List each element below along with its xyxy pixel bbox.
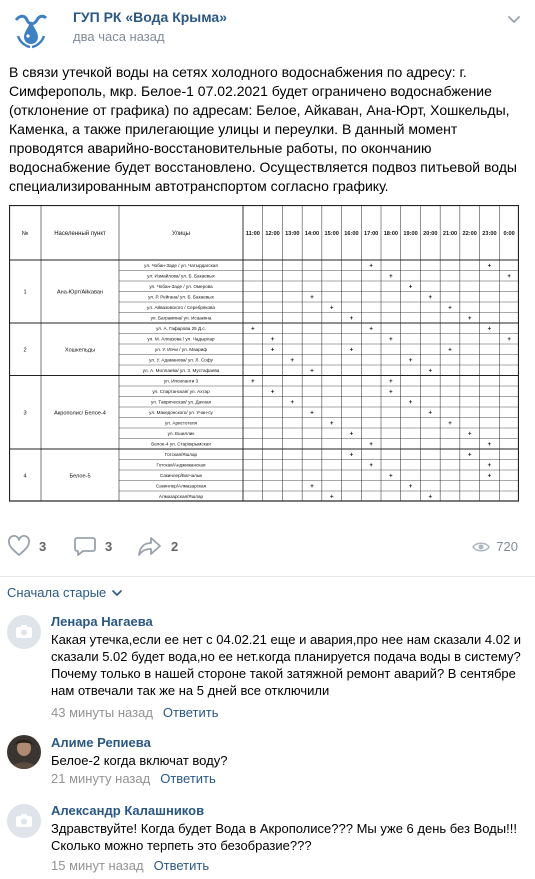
table-schedule-mark: + xyxy=(329,305,334,312)
comment-meta xyxy=(51,858,209,873)
table-street-cell: ул. Таврическая/ ул. Дачная xyxy=(150,399,212,405)
sort-label: Сначала старые xyxy=(7,585,107,600)
table-schedule-mark: + xyxy=(389,473,393,480)
table-header-hour: 0:00 xyxy=(503,231,515,237)
schedule-table xyxy=(9,205,519,502)
reply-button[interactable]: Ответить xyxy=(153,858,210,873)
share-icon xyxy=(137,535,163,557)
table-schedule-mark: + xyxy=(349,315,354,322)
table-schedule-mark: + xyxy=(310,410,314,417)
comment-author[interactable]: Ленара Нагаева xyxy=(51,614,153,629)
table-street-cell: Готская/Яшлар xyxy=(164,452,198,458)
table-schedule-mark: + xyxy=(270,336,275,343)
table-schedule-mark: + xyxy=(349,452,354,459)
table-street-cell: ул. Чобан-Заде / ул. Омерова xyxy=(149,284,213,290)
avatar[interactable] xyxy=(7,735,41,769)
table-schedule-mark: + xyxy=(487,441,492,448)
table-header-hour: 19:00 xyxy=(403,231,418,237)
table-schedule-mark: + xyxy=(448,420,452,427)
table-header-hour: 14:00 xyxy=(304,231,320,237)
table-header-hour: 11:00 xyxy=(245,231,260,237)
table-schedule-mark: + xyxy=(310,483,314,490)
view-count: 720 xyxy=(496,539,518,554)
post-text: В связи утечкой воды на сетях холодного водоснабжения по адресу: г. Симферополь, мкр. Белое-1 07.02.2021 будет ограничено водоснабжение (отклонение от графика) по адресам: Белое, Айкаван, Ана-Юрт, Хошкельды, Каменка, а также прилегающие улицы и переулки. В данный момент проводятся аварийно-восстановительные работы, по окончанию водоснабжение будет восстановлено. Осуществляется подвоз питьевой воды специализированным автотранспортом согласно графику. xyxy=(9,64,517,194)
table-schedule-mark: + xyxy=(270,389,275,396)
table-street-cell: ул. Ешиллик xyxy=(167,431,195,437)
like-count: 3 xyxy=(39,538,47,554)
like-button[interactable] xyxy=(7,530,46,562)
table-street-cell: ул. У. Адаманова/ ул. Л. Софу xyxy=(149,357,213,363)
table-schedule-mark: + xyxy=(329,494,334,501)
table-schedule-mark: + xyxy=(467,452,472,459)
comment-text: Белое-2 когда включат воду? xyxy=(51,753,228,768)
table-schedule-mark: + xyxy=(448,305,452,312)
table-schedule-mark: + xyxy=(310,368,314,375)
table-schedule-mark: + xyxy=(428,410,433,417)
table-street-cell: ул. Аристотеля xyxy=(164,420,198,426)
table-group-num: 4 xyxy=(23,473,27,480)
comment-text: Здравствуйте! Когда будет Вода в Акрополисе??? Мы уже 6 день без Воды!!! Сколько можно терпеть это безобразие??? xyxy=(51,821,517,853)
heart-icon xyxy=(7,535,31,557)
table-group-num: 2 xyxy=(23,347,27,354)
comment-icon xyxy=(73,535,97,557)
table-header-hour: 18:00 xyxy=(383,231,399,237)
post-time[interactable]: два часа назад xyxy=(73,29,165,44)
table-header-hour: 13:00 xyxy=(285,231,300,237)
table-street-cell: Белое-4 ул. Старокрымская xyxy=(151,441,211,447)
eye-icon xyxy=(472,540,490,554)
table-schedule-mark: + xyxy=(408,483,413,490)
table-schedule-mark: + xyxy=(251,326,255,333)
community-avatar[interactable] xyxy=(8,6,54,52)
comment-text: Какая утечка,если ее нет с 04.02.21 еще и авария,про нее нам сказали 4.02 и сказали 5.02 будет вода,но ее нет.когда планируется подача воды в систему? Почему только в нашей стороне такой затяжной ремонт аварий? В сентябре нам отвечали так же на 5 дней все отключили xyxy=(51,632,522,698)
table-street-cell: ул. Македонского/ ул. Учан-су xyxy=(149,410,213,416)
comment-count: 3 xyxy=(105,538,113,554)
table-group-name: Ана-Юрт/Айкаван xyxy=(56,289,104,296)
schedule-table-image[interactable] xyxy=(9,205,519,502)
table-group-name: Акрополис/ Белое-4 xyxy=(54,410,106,417)
table-schedule-mark: + xyxy=(408,284,413,291)
table-header-hour: 20:00 xyxy=(423,231,438,237)
table-schedule-mark: + xyxy=(369,326,373,333)
table-street-cell: ул. Багрампна/ ул. Исаакяна xyxy=(150,315,212,321)
community-name[interactable]: ГУП РК «Вода Крыма» xyxy=(73,9,227,25)
divider xyxy=(0,576,535,577)
table-street-cell: ул. Р. Рейгана/ ул. Б. Бакаевых xyxy=(148,294,214,300)
table-schedule-mark: + xyxy=(349,347,354,354)
table-schedule-mark: + xyxy=(369,441,373,448)
table-schedule-mark: + xyxy=(349,431,354,438)
table-schedule-mark: + xyxy=(389,273,393,280)
chevron-down-icon xyxy=(112,589,122,597)
table-schedule-mark: + xyxy=(448,347,452,354)
table-schedule-mark: + xyxy=(329,420,334,427)
share-button[interactable] xyxy=(137,530,178,562)
table-schedule-mark: + xyxy=(507,336,511,343)
comment-meta xyxy=(51,705,218,720)
table-group-name: Белое-5 xyxy=(69,473,91,480)
table-street-cell: Сакинлер/Алмазарская xyxy=(155,483,207,489)
table-schedule-mark: + xyxy=(467,315,472,322)
table-frame xyxy=(10,206,519,502)
avatar[interactable] xyxy=(7,615,41,649)
table-street-cell: ул. Ипсиланти 3 xyxy=(163,378,199,384)
post-actions xyxy=(0,530,535,562)
table-street-cell: ул. А. Моллаева/ ул. 3. Мустафаева xyxy=(142,368,220,374)
table-schedule-mark: + xyxy=(290,399,295,406)
comment-time[interactable]: 21 минуту назад xyxy=(51,771,151,786)
table-street-cell: ул. А. Гафарова 25 Д.с. xyxy=(156,326,206,332)
table-schedule-mark: + xyxy=(487,462,492,469)
comment-author[interactable]: Александр Калашников xyxy=(51,803,205,818)
table-street-cell: Алмазарская/Яшлар xyxy=(158,494,204,500)
avatar[interactable] xyxy=(7,804,41,838)
comment-meta xyxy=(51,771,216,786)
table-schedule-mark: + xyxy=(290,357,295,364)
water-logo-icon xyxy=(8,6,54,52)
table-header-hour: 23:00 xyxy=(482,231,497,237)
table-group-num: 1 xyxy=(23,289,27,296)
table-header-settlement: Населенный пункт xyxy=(54,231,106,237)
table-schedule-mark: + xyxy=(428,494,433,501)
table-schedule-mark: + xyxy=(467,431,472,438)
table-street-cell: ул. У. Ипчи / ул. Маариф xyxy=(154,347,208,353)
table-schedule-mark: + xyxy=(428,294,433,301)
share-count: 2 xyxy=(171,538,179,554)
table-street-cell: ул. Чобан-Заде / ул. Чатырдагская xyxy=(144,263,218,269)
table-group-name: Хошкельды xyxy=(64,347,96,354)
table-schedule-mark: + xyxy=(408,399,413,406)
table-schedule-mark: + xyxy=(369,462,373,469)
table-schedule-mark: + xyxy=(487,473,492,480)
table-header-hour: 12:00 xyxy=(265,231,280,237)
comment-button[interactable] xyxy=(73,530,112,562)
table-schedule-mark: + xyxy=(487,326,492,333)
table-header-hour: 15:00 xyxy=(324,231,339,237)
table-group-num: 3 xyxy=(23,410,27,417)
reply-button[interactable]: Ответить xyxy=(162,705,219,720)
table-schedule-mark: + xyxy=(428,368,433,375)
post-header xyxy=(0,0,535,60)
table-street-cell: ул. М. Алпазова / ул. Чадырлар xyxy=(147,336,215,342)
table-street-cell: Сакинлер/Багчалык xyxy=(159,473,203,479)
table-schedule-mark: + xyxy=(310,294,314,301)
table-schedule-mark: + xyxy=(389,378,393,385)
table-street-cell: Готская/Анджижанская xyxy=(156,462,206,468)
user-photo-icon xyxy=(7,735,41,769)
table-schedule-mark: + xyxy=(369,263,373,270)
camera-icon xyxy=(7,615,41,649)
view-counter xyxy=(472,539,518,554)
table-header-streets: Улицы xyxy=(171,231,191,237)
table-header-hour: 21:00 xyxy=(442,231,458,237)
table-schedule-mark: + xyxy=(487,263,492,270)
camera-icon xyxy=(7,804,41,838)
comment-sort-dropdown[interactable] xyxy=(7,585,122,600)
chevron-down-icon[interactable] xyxy=(507,12,521,26)
table-header-hour: 16:00 xyxy=(344,231,359,237)
table-street-cell: ул. Спартанская/ ул. Ахтар xyxy=(152,389,210,395)
table-schedule-mark: + xyxy=(270,347,275,354)
table-schedule-mark: + xyxy=(251,378,255,385)
table-header-hour: 22:00 xyxy=(462,231,477,237)
comment-time[interactable]: 15 минут назад xyxy=(51,858,144,873)
table-schedule-mark: + xyxy=(408,357,413,364)
reply-button[interactable]: Ответить xyxy=(160,771,216,786)
comment-author[interactable]: Алиме Репиева xyxy=(51,735,151,750)
table-street-cell: ул. Айвазовского / Серебрякова xyxy=(147,305,215,311)
table-street-cell: ул. Измайлова/ ул. Б. Бакаевых xyxy=(147,273,215,279)
table-schedule-mark: + xyxy=(389,336,393,343)
table-header-num: № xyxy=(21,231,29,237)
table-schedule-mark: + xyxy=(389,389,393,396)
table-schedule-mark: + xyxy=(507,273,511,280)
comment-time[interactable]: 43 минуты назад xyxy=(51,705,153,720)
table-header-hour: 17:00 xyxy=(363,231,379,237)
